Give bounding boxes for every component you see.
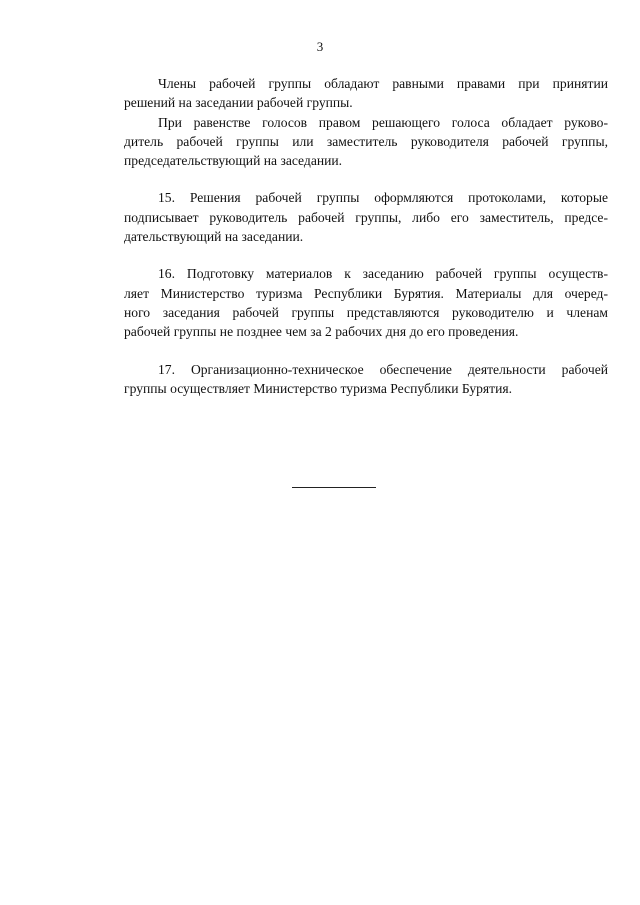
text-line: При равенстве голосов правом решающего голоса обладает руково- <box>158 114 608 130</box>
text-line: группы осуществляет Министерство туризма Республики Бурятия. <box>124 380 513 396</box>
paragraph-members-rights <box>124 74 608 113</box>
paragraph-spacer <box>124 170 608 188</box>
paragraph-item-15 <box>124 188 608 246</box>
text-line: 17. Организационно-техническое обеспечение деятельности рабочей <box>158 361 608 377</box>
text-line: решений на заседании рабочей группы. <box>124 95 353 111</box>
text-line: дитель рабочей группы или заместитель руководителя рабочей группы, <box>124 133 608 149</box>
text-line: ного заседания рабочей группы представляются руководителю и членам <box>124 304 608 320</box>
text-line: Члены рабочей группы обладают равными правами при принятии <box>158 76 608 91</box>
end-divider-line <box>292 487 376 488</box>
paragraph-item-16 <box>124 264 608 341</box>
text-line: ляет Министерство туризма Республики Бурятия. Материалы для очеред- <box>124 285 608 301</box>
text-line: 15. Решения рабочей группы оформляются протоколами, которые <box>158 190 608 206</box>
page-number: 3 <box>316 39 324 54</box>
document-body <box>124 74 608 398</box>
text-line: подписывает руководитель рабочей группы, либо его заместитель, предсе- <box>124 209 608 225</box>
text-line: дательствующий на заседании. <box>124 229 304 245</box>
paragraph-spacer <box>124 246 608 264</box>
text-line: 16. Подготовку материалов к заседанию рабочей группы осуществ- <box>158 266 608 282</box>
text-line: рабочей группы не позднее чем за 2 рабочих дня до его проведения. <box>124 324 519 340</box>
paragraph-spacer <box>124 342 608 360</box>
paragraph-equal-votes <box>124 113 608 171</box>
text-line: председательствующий на заседании. <box>124 153 343 169</box>
paragraph-item-17 <box>124 360 608 399</box>
